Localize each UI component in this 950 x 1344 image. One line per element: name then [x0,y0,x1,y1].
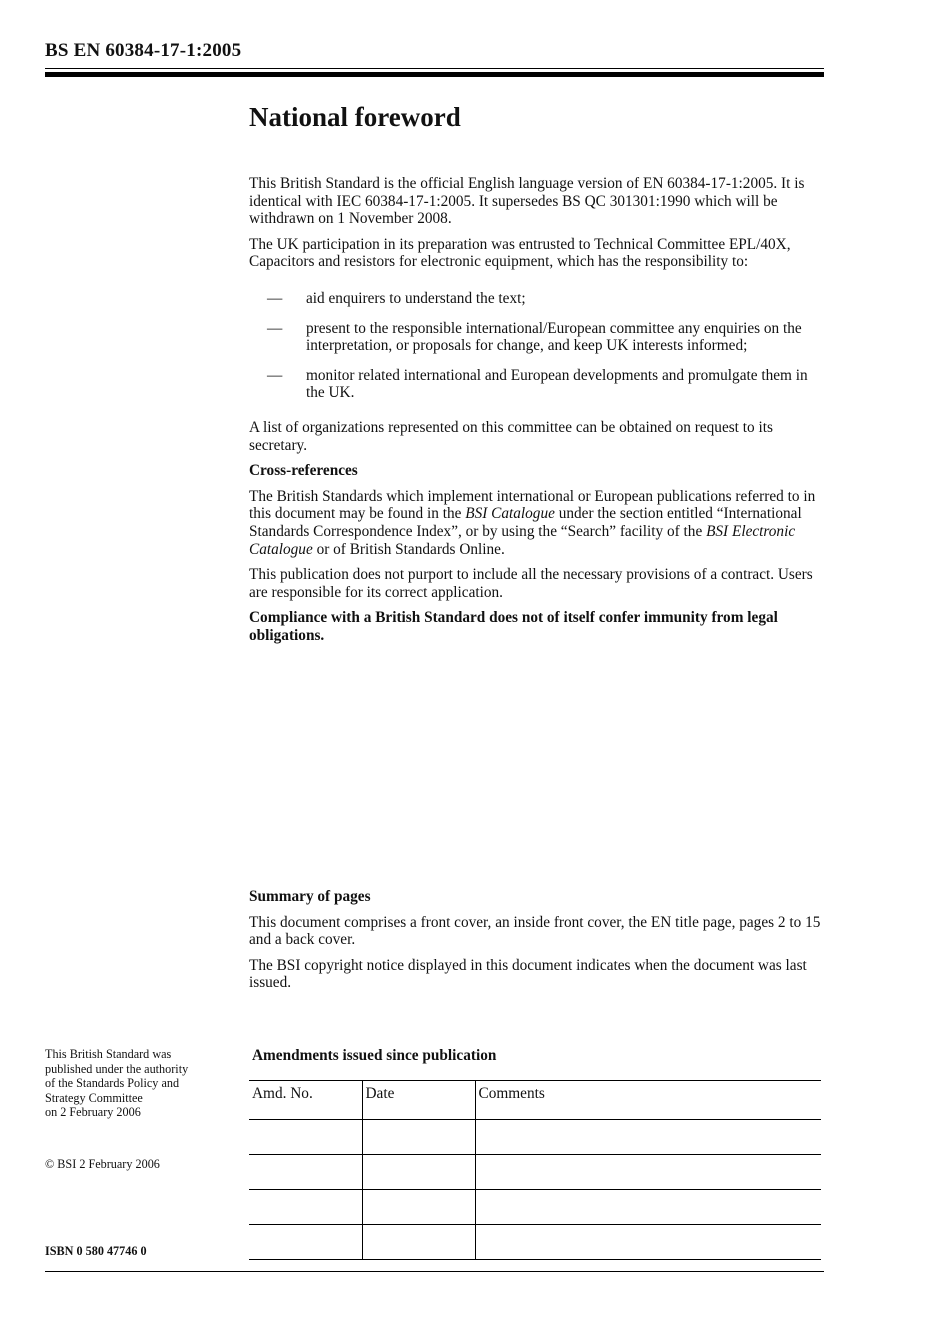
table-cell [475,1225,821,1260]
list-item [249,320,824,355]
copyright-notice: © BSI 2 February 2006 [45,1157,160,1171]
table-cell [362,1120,475,1155]
cross-ref-text: or of British Standards Online. [312,540,505,558]
list-item [249,290,824,308]
table-cell [475,1190,821,1225]
column-header-date: Date [362,1081,475,1120]
table-cell [249,1225,362,1260]
bsi-electronic-catalogue-title: BSI Electronic Catalogue [249,522,796,558]
list-item-text: aid enquirers to understand the text; [306,289,526,307]
header-rule-thick [45,72,824,77]
authority-line: on 2 February 2006 [45,1105,141,1119]
cross-references-paragraph [249,488,824,558]
cross-ref-text: under the section entitled “International Standards Correspondence Index”, or by using the “Search” facility of the [249,505,802,540]
dash-bullet: — [267,319,283,337]
summary-paragraph-2: The BSI copyright notice displayed in this document indicates when the document was last issued. [249,956,807,992]
dash-bullet: — [267,289,283,307]
table-row [249,1225,821,1260]
authority-line: of the Standards Policy and [45,1076,180,1090]
table-cell [475,1120,821,1155]
compliance-statement: Compliance with a British Standard does not of itself confer immunity from legal obligations. [249,609,778,644]
table-row [249,1120,821,1155]
amendments-table [249,1080,821,1260]
intro-paragraph-2: The UK participation in its preparation was entrusted to Technical Committee EPL/40X, Capacitors and resistors for electronic equipment, which has the responsibility to: [249,235,791,271]
header-rule-thin [45,68,824,69]
authority-line: This British Standard was [45,1047,172,1061]
footer-rule [45,1271,824,1272]
summary-of-pages-section [249,888,824,1000]
authority-line: published under the authority [45,1061,189,1076]
foreword-section [249,98,824,652]
amendments-title: Amendments issued since publication [252,1047,497,1064]
committee-list-paragraph: A list of organizations represented on this committee can be obtained on request to its secretary. [249,418,773,454]
table-row [249,1155,821,1190]
cross-references-heading: Cross-references [249,462,358,480]
page-title: National foreword [249,102,461,132]
publication-authority-note [45,1047,235,1120]
authority-line: Strategy Committee [45,1090,143,1105]
list-item [249,367,824,402]
summary-paragraph-1: This document comprises a front cover, an inside front cover, the EN title page, pages 2 to 15 and a back cover. [249,913,821,949]
table-cell [249,1120,362,1155]
column-header-amd-no: Amd. No. [249,1081,362,1120]
responsibility-list [249,290,824,402]
dash-bullet: — [267,366,283,384]
cross-ref-text: The British Standards which implement international or European publications referred to in this document may be found in the [249,487,816,523]
summary-heading: Summary of pages [249,888,371,905]
intro-paragraph-1: This British Standard is the official English language version of EN 60384-17-1:2005. It is identical with IEC 60384-17-1:2005. It supersedes BS QC 301301:1990 which will be withdrawn on 1 November 2008. [249,175,805,228]
table-cell [249,1190,362,1225]
list-item-text: present to the responsible international/European committee any enquiries on the interpretation, or proposals for change, and keep UK interests informed; [306,319,802,355]
list-item-text: monitor related international and European developments and promulgate them in the UK. [306,366,808,402]
document-id: BS EN 60384-17-1:2005 [45,40,242,61]
table-row [249,1190,821,1225]
table-cell [362,1155,475,1190]
table-cell [249,1155,362,1190]
isbn: ISBN 0 580 47746 0 [45,1244,147,1258]
table-cell [475,1155,821,1190]
bsi-catalogue-title: BSI Catalogue [465,505,555,523]
table-header-row [249,1081,821,1120]
column-header-comments: Comments [475,1081,821,1120]
table-cell [362,1190,475,1225]
table-cell [362,1225,475,1260]
contract-note-paragraph: This publication does not purport to include all the necessary provisions of a contract. Users are responsible for its correct application. [249,566,813,601]
